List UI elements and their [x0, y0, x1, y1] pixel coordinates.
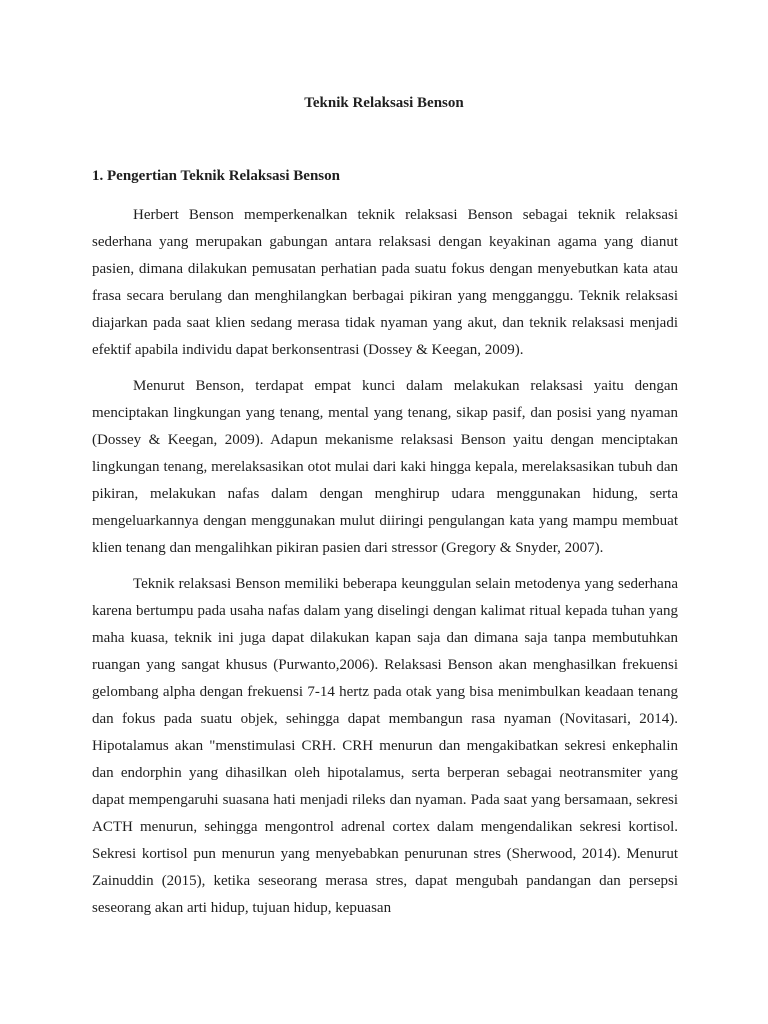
section-heading: 1. Pengertian Teknik Relaksasi Benson	[92, 168, 340, 184]
paragraph: Herbert Benson memperkenalkan teknik relaksasi Benson sebagai teknik relaksasi sederhana yang merupakan gabungan antara relaksasi dengan keyakinan agama yang dianut pasien, dimana dilakukan pemusatan perhatian pada suatu fokus dengan menyebutkan kata atau frasa secara berulang dan menghilangkan berbagai pikiran yang mengganggu. Teknik relaksasi diajarkan pada saat klien sedang merasa tidak nyaman yang akut, dan teknik relaksasi menjadi efektif apabila individu dapat berkonsentrasi (Dossey & Keegan, 2009).	[92, 207, 678, 358]
paragraph: Menurut Benson, terdapat empat kunci dalam melakukan relaksasi yaitu dengan menciptakan lingkungan yang tenang, mental yang tenang, sikap pasif, dan posisi yang nyaman (Dossey & Keegan, 2009). Adapun mekanisme relaksasi Benson yaitu dengan menciptakan lingkungan tenang, merelaksasikan otot mulai dari kaki hingga kepala, merelaksasikan tubuh dan pikiran, melakukan nafas dalam dengan menghirup udara menggunakan hidung, serta mengeluarkannya dengan menggunakan mulut diiringi pengulangan kata yang mampu membuat klien tenang dan mengalihkan pikiran pasien dari stressor (Gregory & Snyder, 2007).	[92, 378, 678, 556]
paragraph: Teknik relaksasi Benson memiliki beberapa keunggulan selain metodenya yang sederhana karena bertumpu pada usaha nafas dalam yang diselingi dengan kalimat ritual kepada tuhan yang maha kuasa, teknik ini juga dapat dilakukan kapan saja dan dimana saja tanpa membutuhkan ruangan yang sangat khusus (Purwanto,2006). Relaksasi Benson akan menghasilkan frekuensi gelombang alpha dengan frekuensi 7-14 hertz pada otak yang bisa menimbulkan keadaan tenang dan fokus pada suatu objek, sehingga dapat membangun rasa nyaman (Novitasari, 2014). Hipotalamus akan "menstimulasi CRH. CRH menurun dan mengakibatkan sekresi enkephalin dan endorphin yang dihasilkan oleh hipotalamus, serta berperan sebagai neotransmiter yang dapat mempengaruhi suasana hati menjadi rileks dan nyaman. Pada saat yang bersamaan, sekresi ACTH menurun, sehingga mengontrol adrenal cortex dalam mengendalikan sekresi kortisol. Sekresi kortisol pun menurun yang menyebabkan penurunan stres (Sherwood, 2014). Menurut Zainuddin (2015), ketika seseorang merasa stres, dapat mengubah pandangan dan persepsi seseorang akan arti hidup, tujuan hidup, kepuasan	[92, 576, 678, 916]
document-body	[92, 202, 678, 931]
page-title: Teknik Relaksasi Benson	[304, 95, 464, 111]
